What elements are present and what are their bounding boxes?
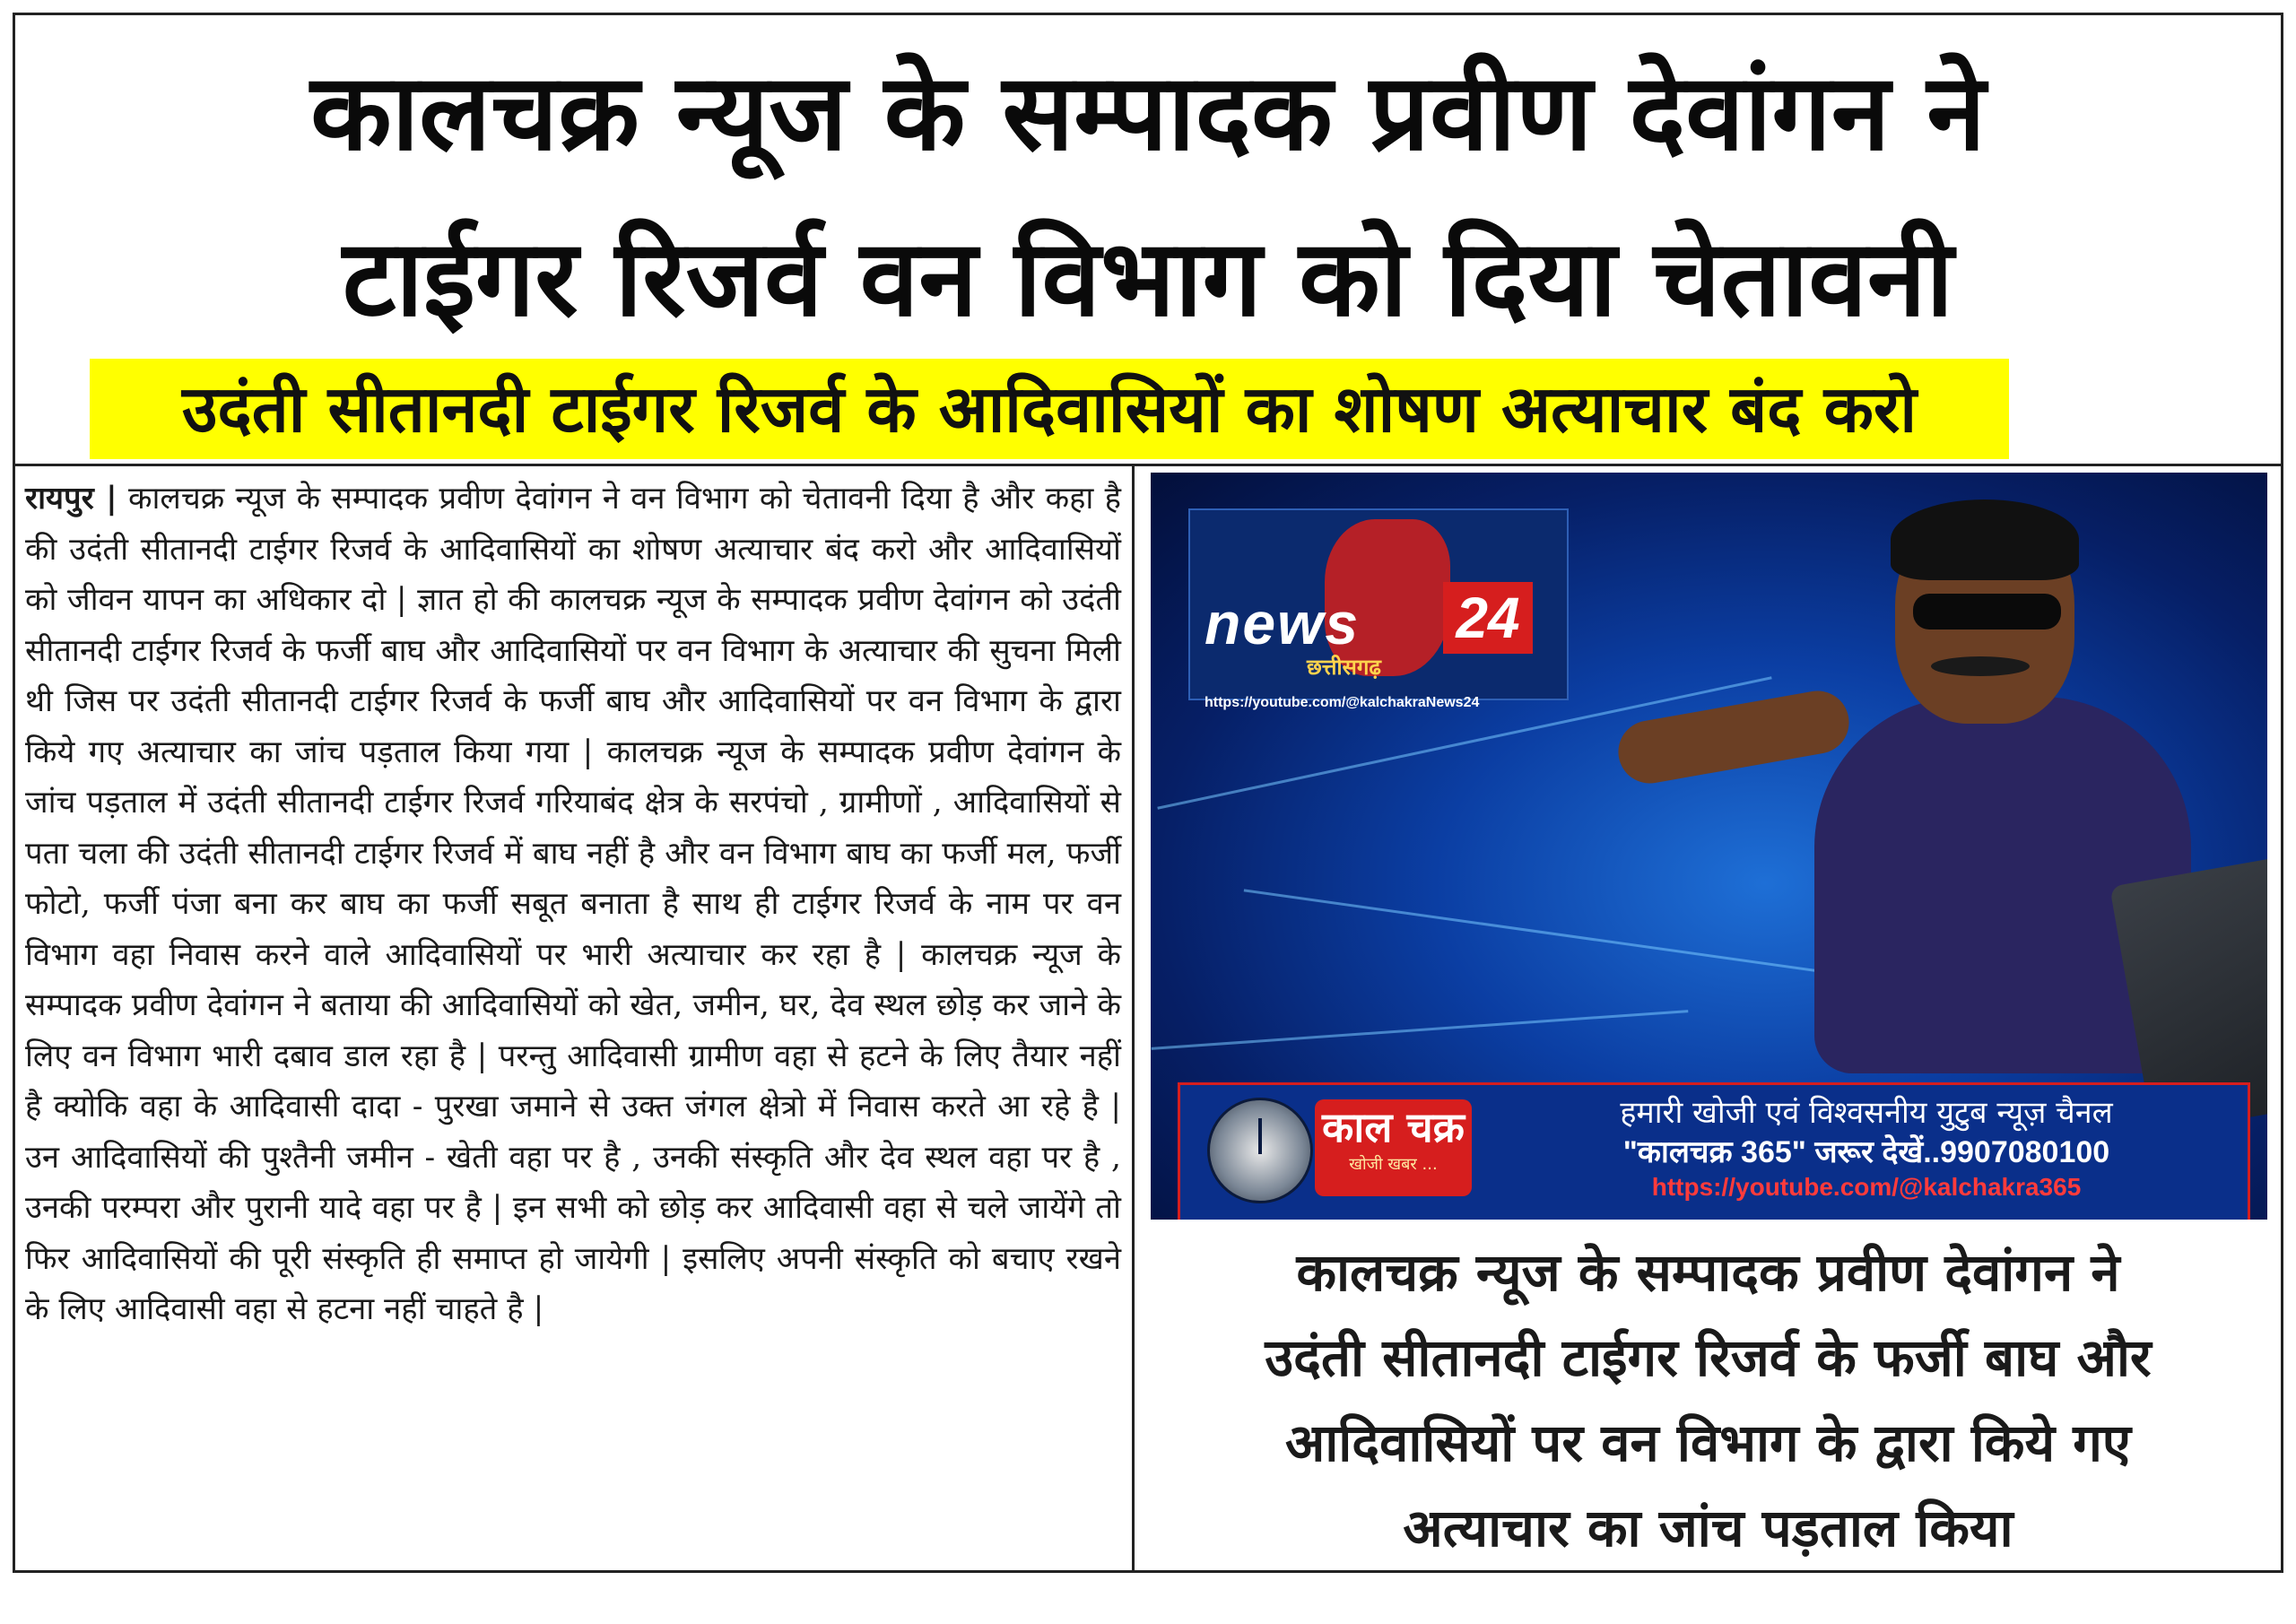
column-divider — [1132, 464, 1135, 1573]
brand-tagline: खोजी खबर ... — [1349, 1155, 1438, 1174]
article-dateline: रायपुर | — [25, 481, 117, 517]
kalchakra-logo — [1315, 1099, 1472, 1196]
news-photo — [1151, 473, 2267, 1220]
news24-logo — [1188, 508, 1569, 710]
caption-line-2: उदंती सीतानदी टाईगर रिजर्व के फर्जी बाघ और — [1265, 1327, 2152, 1388]
caption-line-1: कालचक्र न्यूज के सम्पादक प्रवीण देवांगन ने — [1296, 1242, 2120, 1303]
clock-icon — [1207, 1098, 1313, 1203]
logo-state: छत्तीसगढ़ — [1307, 655, 1381, 680]
presenter-figure — [1796, 508, 2263, 1154]
article-body — [25, 473, 1121, 1559]
brand-title: काल चक्र — [1322, 1103, 1465, 1151]
logo-url: https://youtube.com/@kalchakraNews24 — [1205, 695, 1480, 710]
channel-banner — [1178, 1082, 2250, 1220]
banner-url: https://youtube.com/@kalchakra365 — [1651, 1173, 2082, 1201]
logo-word: news — [1205, 590, 1361, 656]
photo-caption — [1141, 1230, 2275, 1571]
subheadline: उदंती सीतानदी टाईगर रिजर्व के आदिवासियों का शोषण अत्याचार बंद करो — [90, 359, 2009, 459]
clock-needle — [1258, 1118, 1262, 1154]
presenter-hair — [1891, 499, 2079, 580]
caption-line-4: अत्याचार का जांच पड़ताल किया — [1403, 1498, 2013, 1559]
banner-line-1: हमारी खोजी एवं विश्वसनीय युटुब न्यूज़ चैनल — [1620, 1095, 2113, 1131]
logo-number: 24 — [1443, 582, 1533, 654]
headline-line-2: टाईगर रिजर्व वन विभाग को दिया चेतावनी — [342, 216, 1954, 340]
presenter-mustache — [1931, 656, 2030, 676]
light-streak — [1152, 1010, 1689, 1050]
horizontal-divider — [13, 464, 2283, 466]
banner-line-2: "कालचक्र 365" जरूर देखें..9907080100 — [1622, 1135, 2110, 1169]
article-text: कालचक्र न्यूज के सम्पादक प्रवीण देवांगन ने वन विभाग को चेतावनी दिया है और कहा है की उदंती सीतानदी टाईगर रिजर्व के आदिवासियों का शोषण अत्याचार बंद करो और आदिवासियों को जीवन यापन का अधिकार दो | ज्ञात हो की कालचक्र न्यूज के सम्पादक प्रवीण देवांगन को उदंती सीतानदी टाईगर रिजर्व के फर्जी बाघ और आदिवासियों पर वन विभाग के अत्याचार की सुचना मिली थी जिस पर उदंती सीतानदी टाईगर रिजर्व के फर्जी बाघ और आदिवासियों पर वन विभाग के द्वारा किये गए अत्याचार का जांच पड़ताल किया गया | कालचक्र न्यूज के सम्पादक प्रवीण देवांगन के जांच पड़ताल में उदंती सीतानदी टाईगर रिजर्व गरियाबंद क्षेत्र के सरपंचो , ग्रामीणों , आदिवासियों से पता चला की उदंती सीतानदी टाईगर रिजर्व में बाघ नहीं है और वन विभाग बाघ का फर्जी मल, फर्जी फोटो, फर्जी पंजा बना कर बाघ का फर्जी सबूत बनाता है साथ ही टाईगर रिजर्व के नाम पर वन विभाग वहा निवास करने वाले आदिवासियों पर भारी अत्याचार कर रहा है | कालचक्र न्यूज के सम्पादक प्रवीण देवांगन ने बताया की आदिवासियों को खेत, जमीन, घर, देव स्थल छोड़ कर जाने के लिए वन विभाग भारी दबाव डाल रहा है | परन्तु आदिवासी ग्रामीण वहा से हटने के लिए तैयार नहीं है क्योकि वहा के आदिवासी दादा - पुरखा जमाने से उक्त जंगल क्षेत्रो में निवास करते आ रहे है | उन आदिवासियों की पुश्तैनी जमीन - खेती वहा पर है , उनकी संस्कृति और देव स्थल वहा पर है , उनकी परम्परा और पुरानी यादे वहा पर है | इन सभी को छोड़ कर आदिवासी वहा से चले जायेंगे तो फिर आदिवासियों की पूरी संस्कृति ही समाप्त हो जायेगी | इसलिए अपनी संस्कृति को बचाए रखने के लिए आदिवासी वहा से हटना नहीं चाहते है | — [25, 481, 1121, 1327]
headline-line-1: कालचक्र न्यूज के सम्पादक प्रवीण देवांगन ने — [310, 50, 1986, 174]
caption-line-3: आदिवासियों पर वन विभाग के द्वारा किये गए — [1284, 1412, 2132, 1473]
sunglasses-icon — [1913, 594, 2061, 630]
